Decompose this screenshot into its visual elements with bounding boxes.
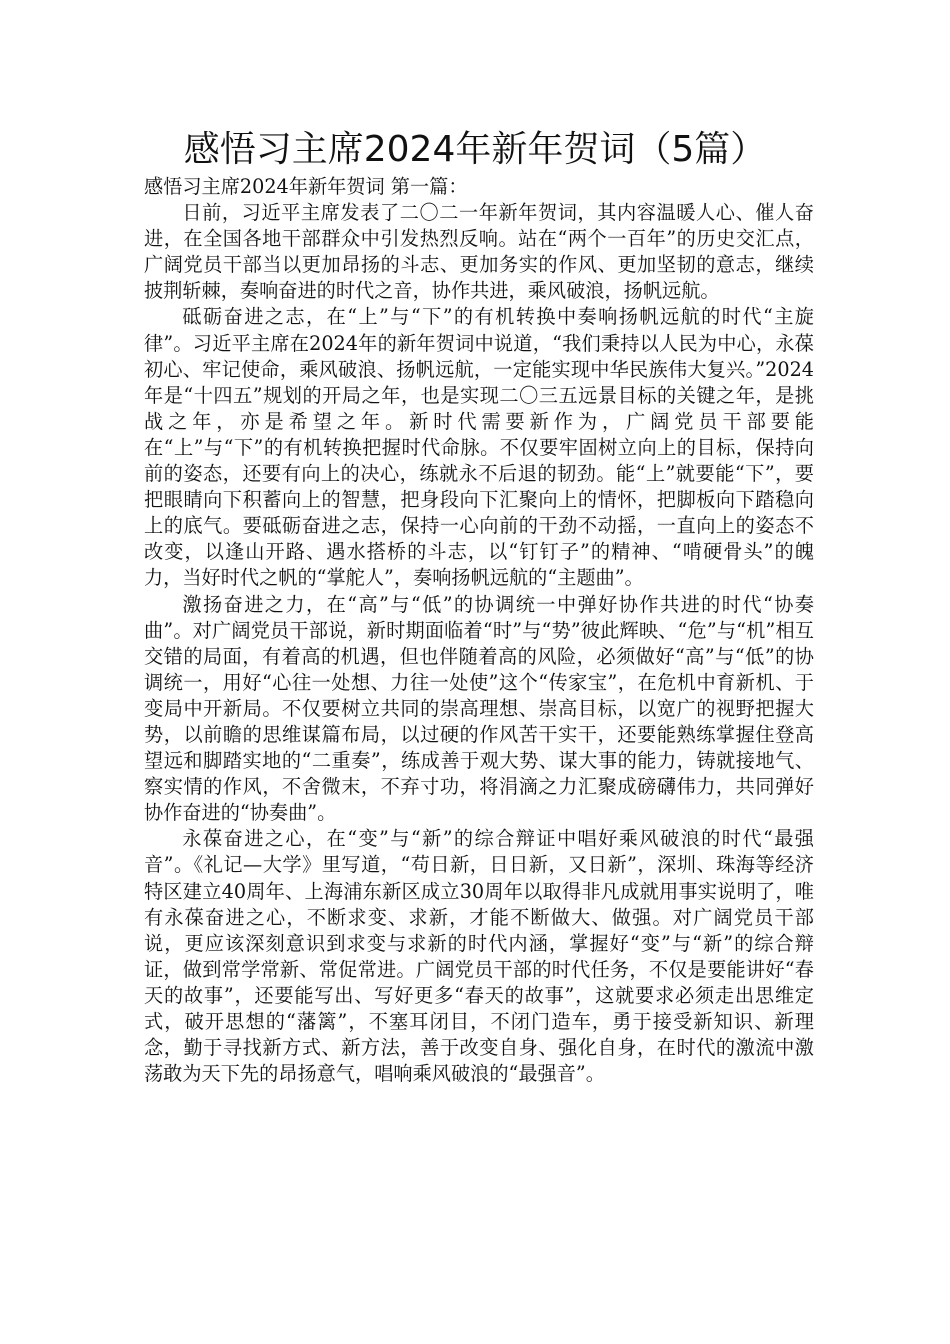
paragraph-2: 砥砺奋进之志，在“上”与“下”的有机转换中奏响扬帆远航的时代“主旋律”。习近平主席在2024年的新年贺词中说道，“我们秉持以人民为中心，永葆初心、牢记使命，乘风破浪、扬帆远航，一定能实现中华民族伟大复兴。”2024年是“十四五”规划的开局之年，也是实现二〇三五远景目标的关键之年，是挑战之年，亦是希望之年。新时代需要新作为，广阔党员干部要能在“上”与“下”的有机转换把握时代命脉。不仅要牢固树立向上的目标，保持向前的姿态，还要有向上的决心，练就永不后退的韧劲。能“上”就要能“下”，要把眼睛向下积蓄向上的智慧，把身段向下汇聚向上的情怀，把脚板向下踏稳向上的底气。要砥砺奋进之志，保持一心向前的干劲不动摇，一直向上的姿态不改变，以逢山开路、遇水搭桥的斗志，以“钉钉子”的精神、“啃硬骨头”的魄力，当好时代之帆的“掌舵人”，奏响扬帆远航的“主题曲”。	[144, 305, 814, 590]
section-heading: 感悟习主席2024年新年贺词 第一篇：	[144, 175, 468, 198]
paragraph-3: 激扬奋进之力，在“高”与“低”的协调统一中弹好协作共进的时代“协奏曲”。对广阔党员干部说，新时期面临着“时”与“势”彼此辉映、“危”与“机”相互交错的局面，有着高的机遇，但也伴随着高的风险，必须做好“高”与“低”的协调统一，用好“心往一处想、力往一处使”这个“传家宝”，在危机中育新机、于变局中开新局。不仅要树立共同的崇高理想、崇高目标，以宽广的视野把握大势，以前瞻的思维谋篇布局，以过硬的作风苦干实干，还要能熟练掌握住登高望远和脚踏实地的“二重奏”，练成善于观大势、谋大事的能力，铸就接地气、察实情的作风，不舍微末，不弃寸功，将涓滴之力汇聚成磅礴伟力，共同弹好协作奋进的“协奏曲”。	[144, 592, 814, 825]
paragraph-1: 日前，习近平主席发表了二〇二一年新年贺词，其内容温暖人心、催人奋进，在全国各地干部群众中引发热烈反响。站在“两个一百年”的历史交汇点，广阔党员干部当以更加昂扬的斗志、更加务实的作风、更加坚韧的意志，继续披荆斩棘，奏响奋进的时代之音，协作共进，乘风破浪，扬帆远航。	[144, 201, 814, 303]
paragraph-4: 永葆奋进之心，在“变”与“新”的综合辩证中唱好乘风破浪的时代“最强音”。《礼记—大学》里写道，“苟日新，日日新，又日新”，深圳、珠海等经济特区建立40周年、上海浦东新区成立30周年以取得非凡成就用事实说明了，唯有永葆奋进之心，不断求变、求新，才能不断做大、做强。对广阔党员干部说，更应该深刻意识到求变与求新的时代内涵，掌握好“变”与“新”的综合辩证，做到常学常新、常促常进。广阔党员干部的时代任务，不仅是要能讲好“春天的故事”，还要能写出、写好更多“春天的故事”，这就要求必须走出思维定式，破开思想的“藩篱”，不塞耳闭目，不闭门造车，勇于接受新知识、新理念，勤于寻找新方式、新方法，善于改变自身、强化自身，在时代的激流中激荡敢为天下先的昂扬意气，唱响乘风破浪的“最强音”。	[144, 827, 814, 1086]
document-body	[144, 174, 814, 1087]
document-title: 感悟习主席2024年新年贺词（5篇）	[183, 129, 767, 170]
